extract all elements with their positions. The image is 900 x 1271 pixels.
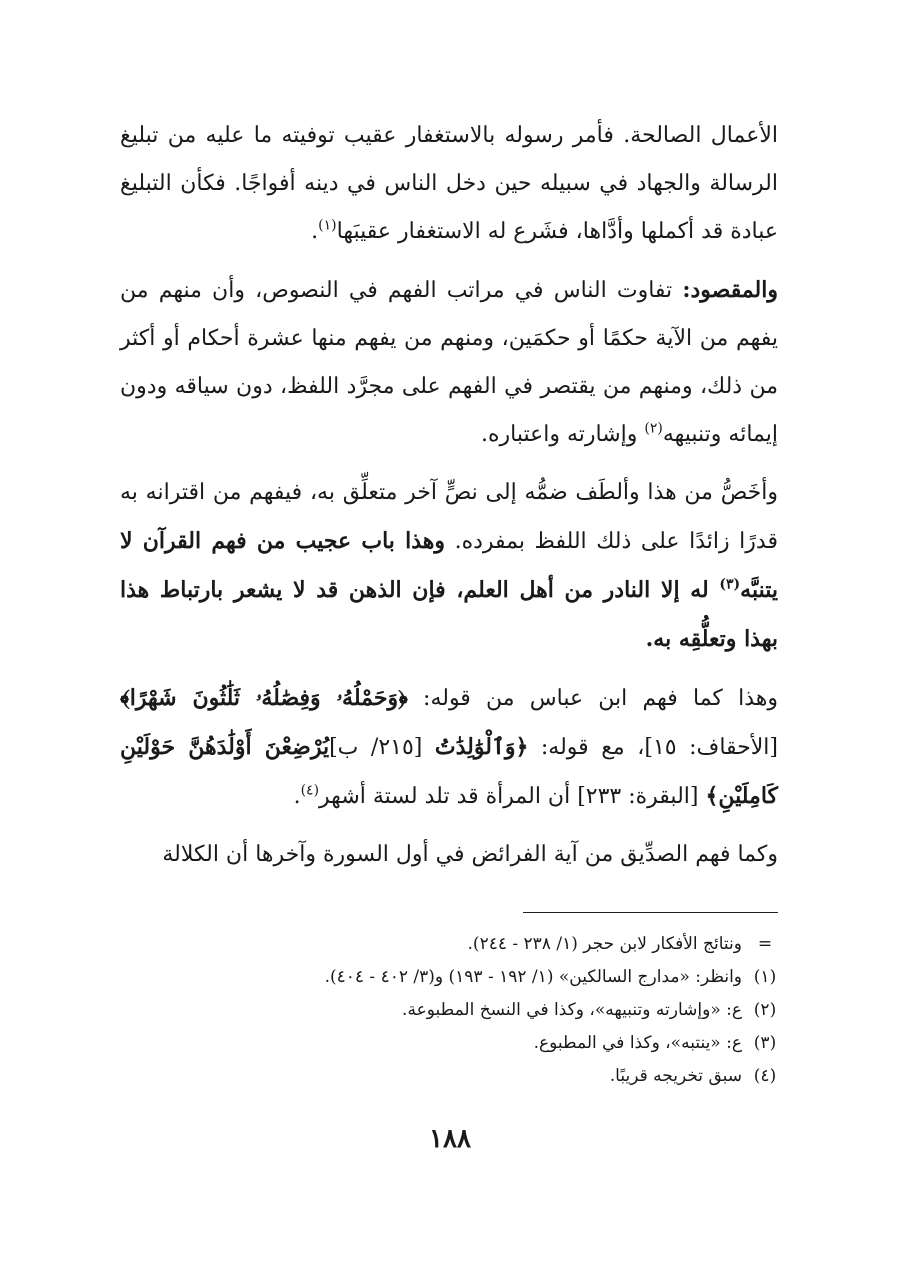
paragraph-1: الأعمال الصالحة. فأمر رسوله بالاستغفار عقيب توفيته ما عليه من تبليغ الرسالة والجهاد في سبيله حين دخل الناس في دينه أفواجًا. فكأن التبليغ عبادة قد أكملها وأدَّاها، فشَرع له الاستغفار عقيبَها$^{(١)}$. [120, 123, 778, 244]
footnote-continuation: = ونتائج الأفكار لابن حجر (١/ ٢٣٨ - ٢٤٤). [467, 934, 773, 954]
footnote-1: (١) وانظر: «مدارج السالكين» (١/ ١٩٢ - ١٩٣) و(٣/ ٤٠٢ - ٤٠٤). [324, 967, 777, 987]
paragraph-2: والمقصود: تفاوت الناس في مراتب الفهم في النصوص، وأن منهم من يفهم من الآية حكمًا أو حكمَين، ومنهم من يفهم منها عشرة أحكام أو أكثر من ذلك، ومنهم من يقتصر في الفهم على مجرَّد اللفظ، دون سياقه ودون إيمائه وتنبيهه$^{(٢)}$ وإشارته واعتباره. [120, 277, 778, 447]
quran-verse-ahqaf: ﴿وَحَمْلُهُۥ وَفِصَٰلُهُۥ ثَلَٰثُونَ شَهْرًا﴾ [120, 685, 408, 711]
page-number: ١٨٨ [429, 1124, 471, 1154]
footnotes [120, 928, 778, 1093]
paragraph-5: وكما فهم الصدِّيق من آية الفرائض في أول السورة وآخرها أن الكلالة [162, 842, 778, 867]
paragraph-3: وأخَصُّ من هذا وألطَف ضمُّه إلى نصٍّ آخر متعلِّق به، فيفهم من اقترانه به قدرًا زائدًا على ذلك اللفظ بمفرده. وهذا باب عجيب من فهم القرآن لا يتنبَّه$^{(٣)}$ له إلا النادر من أهل العلم، فإن الذهن قد لا يشعر بارتباط هذا بهذا وتعلُّقِه به. [120, 480, 778, 652]
footnote-ref-2[interactable]: (٢) [644, 420, 663, 437]
manuscript-folio-ref: [٢١٥/ ب] [329, 735, 435, 760]
footnote-ref-1[interactable]: (١) [318, 217, 337, 234]
footnote-4: (٤) سبق تخريجه قريبًا. [609, 1066, 777, 1086]
paragraph-lead: والمقصود: [682, 277, 778, 303]
quran-verse-baqarah-end: يُرْضِعْنَ أَوْلَٰدَهُنَّ حَوْلَيْنِ كَامِلَيْنِ﴾ [120, 734, 778, 809]
footnote-divider [523, 912, 778, 913]
footnote-ref-3[interactable]: (٣) [719, 576, 741, 593]
footnote-2: (٢) ع: «وإشارته وتنبيهه»، وكذا في النسخ المطبوعة. [402, 1000, 777, 1020]
footnote-3: (٣) ع: «ينتبه»، وكذا في المطبوع. [533, 1033, 777, 1053]
quran-verse-baqarah-start: ﴿وَٱلْوَٰلِدَٰتُ [434, 734, 529, 760]
paragraph-4: وهذا كما فهم ابن عباس من قوله: ﴿وَحَمْلُهُۥ وَفِصَٰلُهُۥ ثَلَٰثُونَ شَهْرًا﴾ [الأحقاف: ١٥]، مع قوله: ﴿وَٱلْوَٰلِدَٰتُ [٢١٥/ ب]يُرْضِعْنَ أَوْلَٰدَهُنَّ حَوْلَيْنِ كَامِلَيْنِ﴾ [البقرة: ٢٣٣] أن المرأة قد تلد لستة أشهر$^{(٤)}$. [120, 685, 779, 809]
footnote-ref-4[interactable]: (٤) [300, 782, 320, 799]
main-text [120, 112, 778, 889]
